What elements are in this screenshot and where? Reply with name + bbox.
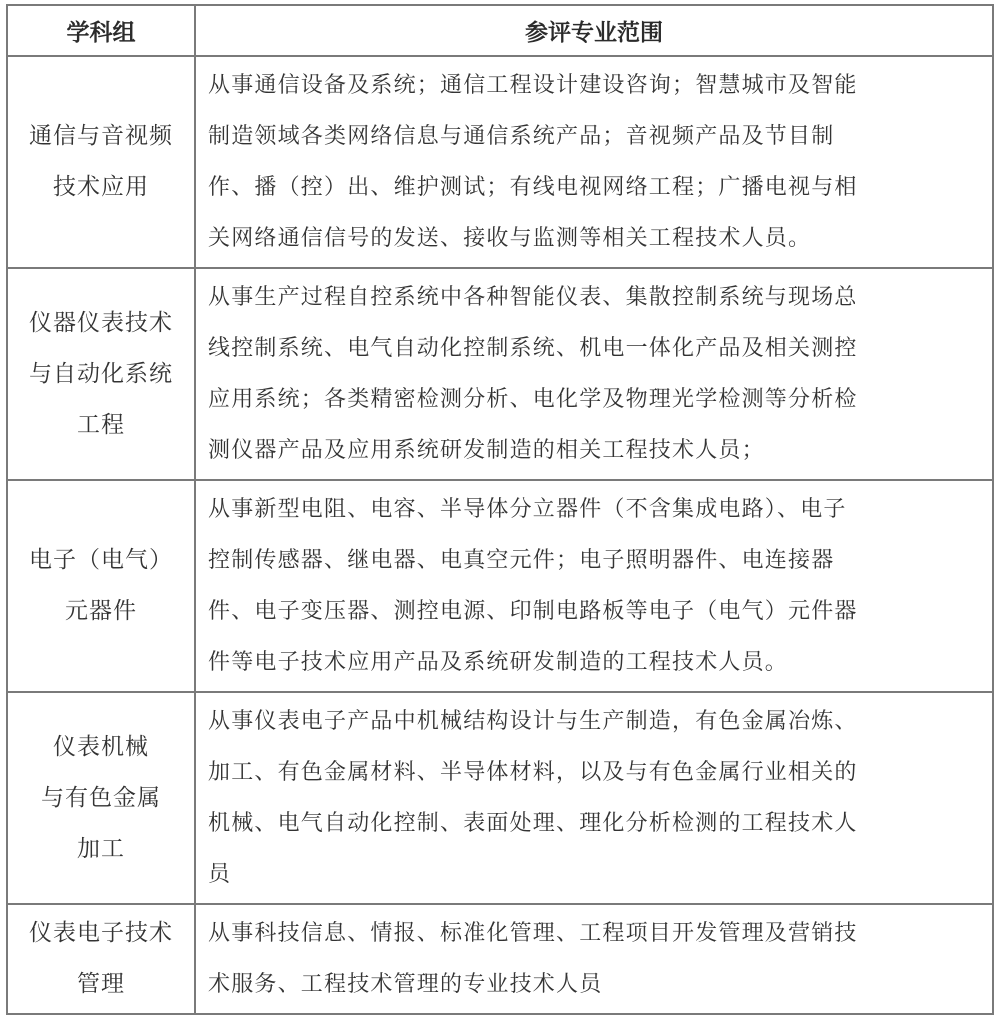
group-line: 仪器仪表技术 <box>29 309 173 336</box>
scope-line: 制造领域各类网络信息与通信系统产品；音视频产品及节目制 <box>208 124 835 149</box>
scope-line: 作、播（控）出、维护测试；有线电视网络工程；广播电视与相 <box>208 175 858 200</box>
discipline-table-container <box>6 4 992 1015</box>
group-cell <box>7 480 195 692</box>
group-line: 加工 <box>77 835 125 862</box>
scope-line: 术服务、工程技术管理的专业技术人员 <box>208 972 603 997</box>
group-line: 与有色金属 <box>41 784 161 811</box>
table-row <box>7 692 993 904</box>
scope-cell <box>195 692 993 904</box>
scope-line: 件、电子变压器、测控电源、印制电路板等电子（电气）元件器 <box>208 599 858 624</box>
scope-line: 控制传感器、继电器、电真空元件；电子照明器件、电连接器 <box>208 548 835 573</box>
scope-line: 线控制系统、电气自动化控制系统、机电一体化产品及相关测控 <box>208 336 858 361</box>
group-line: 通信与音视频 <box>29 123 173 149</box>
scope-cell <box>195 904 993 1014</box>
group-line: 管理 <box>77 971 125 997</box>
header-group: 学科组 <box>7 5 195 56</box>
group-line: 工程 <box>77 411 125 438</box>
scope-line: 加工、有色金属材料、半导体材料，以及与有色金属行业相关的 <box>208 760 858 785</box>
table-row <box>7 268 993 480</box>
table-row <box>7 56 993 268</box>
table-row <box>7 904 993 1014</box>
group-cell <box>7 692 195 904</box>
scope-line: 从事科技信息、情报、标准化管理、工程项目开发管理及营销技 <box>208 921 858 946</box>
scope-line: 件等电子技术应用产品及系统研发制造的工程技术人员。 <box>208 650 789 675</box>
group-line: 仪表电子技术 <box>29 920 173 946</box>
scope-cell <box>195 56 993 268</box>
group-line: 电子（电气） <box>29 547 173 573</box>
group-line: 与自动化系统 <box>29 360 173 387</box>
scope-line: 应用系统；各类精密检测分析、电化学及物理光学检测等分析检 <box>208 387 858 412</box>
group-line: 技术应用 <box>53 174 149 200</box>
scope-line: 机械、电气自动化控制、表面处理、理化分析检测的工程技术人 <box>208 811 858 836</box>
group-line: 仪表机械 <box>53 733 149 760</box>
table-header-row <box>7 5 993 56</box>
discipline-scope-table <box>6 4 994 1015</box>
group-cell <box>7 904 195 1014</box>
scope-line: 从事生产过程自控系统中各种智能仪表、集散控制系统与现场总 <box>208 285 858 310</box>
group-line: 元器件 <box>65 598 137 624</box>
header-scope: 参评专业范围 <box>195 5 993 56</box>
group-cell <box>7 56 195 268</box>
scope-line: 从事新型电阻、电容、半导体分立器件（不含集成电路）、电子 <box>208 497 847 522</box>
scope-cell <box>195 480 993 692</box>
scope-line: 关网络通信信号的发送、接收与监测等相关工程技术人员。 <box>208 226 812 251</box>
table-row <box>7 480 993 692</box>
scope-line: 从事通信设备及系统；通信工程设计建设咨询；智慧城市及智能 <box>208 73 858 98</box>
scope-line: 员 <box>208 862 232 887</box>
group-cell <box>7 268 195 480</box>
scope-line: 从事仪表电子产品中机械结构设计与生产制造，有色金属冶炼、 <box>208 709 858 734</box>
scope-line: 测仪器产品及应用系统研发制造的相关工程技术人员； <box>208 438 765 463</box>
scope-cell <box>195 268 993 480</box>
